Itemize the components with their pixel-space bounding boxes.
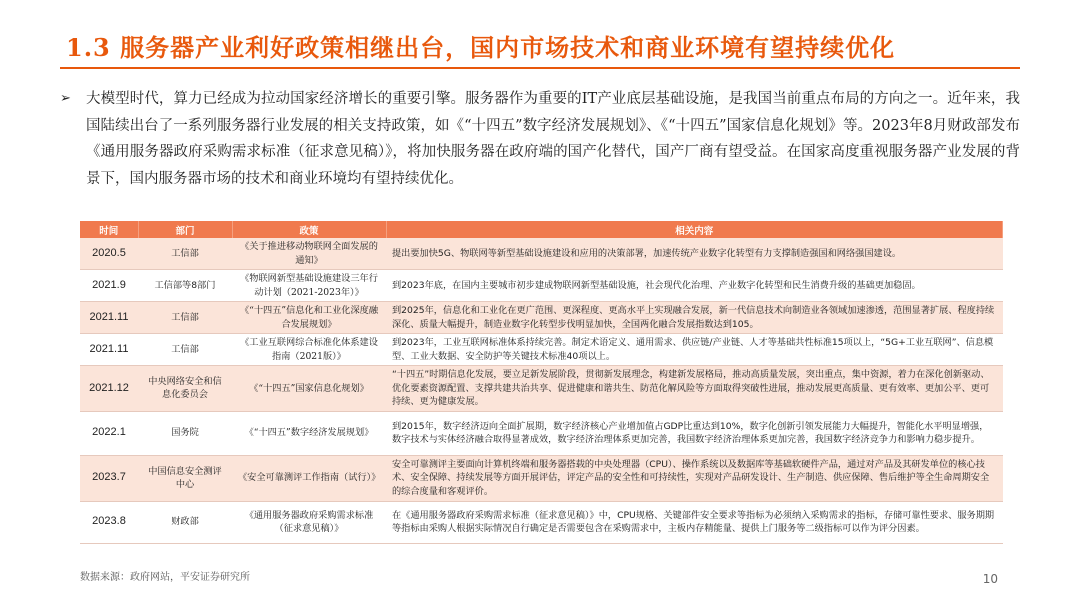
cell-time: 2023.8 [80, 501, 138, 543]
cell-content: 在《通用服务器政府采购需求标准（征求意见稿）》中，CPU规格、关键部件安全要求等指标为必须纳入采购需求的指标，存储可靠性要求、服务期期等指标由采购人根据实际情况自行确定是否需要包含在采购需求中，主板内存精能量、提供上门服务等二级指标可以作为评分因素。 [386, 501, 1003, 543]
intro-paragraph [60, 86, 1020, 220]
cell-dept: 工信部 [138, 334, 232, 366]
table-row [80, 270, 1003, 302]
cell-policy: 《“十四五”数字经济发展规划》 [232, 411, 386, 455]
cell-content: 安全可靠测评主要面向计算机终端和服务器搭载的中央处理器（CPU）、操作系统以及数据库等基础软硬件产品，通过对产品及其研发单位的核心技术、安全保障、持续发展等方面开展评估，评定产品的安全性和可持续性，实现对产品研发设计、生产制造、供应保障、售后维护等全生命周期安全的综合度量和客观评价。 [386, 455, 1003, 501]
table-row [80, 334, 1003, 366]
header-content: 相关内容 [386, 221, 1003, 238]
table-row [80, 501, 1003, 543]
header-dept: 部门 [138, 221, 232, 238]
table-row [80, 455, 1003, 501]
arrow-bullet-icon: ➢ [60, 91, 71, 106]
page-number: 10 [982, 572, 998, 586]
cell-content: 到2025年，信息化和工业化在更广范围、更深程度、更高水平上实现融合发展，新一代信息技术向制造业各领域加速渗透，范围显著扩展、程度持续深化、质量大幅提升，制造业数字化转型步伐明显加快，全国两化融合发展指数达到105。 [386, 302, 1003, 334]
intro-text: 大模型时代，算力已经成为拉动国家经济增长的重要引擎。服务器作为重要的IT产业底层基础设施，是我国当前重点布局的方向之一。近年来，我国陆续出台了一系列服务器行业发展的相关支持政策，如《“十四五”数字经济发展规划》、《“十四五”国家信息化规划》等。2023年8月财政部发布《通用服务器政府采购需求标准（征求意见稿）》，将加快服务器在政府端的国产化替代，国产厂商有望受益。在国家高度重视服务器产业发展的背景下，国内服务器市场的技术和商业环境均有望持续优化。 [86, 91, 1020, 187]
header-time: 时间 [80, 221, 138, 238]
cell-dept: 财政部 [138, 501, 232, 543]
cell-policy: 《“十四五”信息化和工业化深度融合发展规划》 [232, 302, 386, 334]
cell-content: 到2015年，数字经济迈向全面扩展期，数字经济核心产业增加值占GDP比重达到10%，数字化创新引领发展能力大幅提升，智能化水平明显增强，数字技术与实体经济融合取得显著成效，数字经济治理体系更加完善，我国数字经济治理体系更加完善，我国数字经济竞争力和影响力稳步提升。 [386, 411, 1003, 455]
cell-policy: 《通用服务器政府采购需求标准（征求意见稿）》 [232, 501, 386, 543]
cell-time: 2021.12 [80, 366, 138, 412]
cell-time: 2021.11 [80, 334, 138, 366]
cell-dept: 工信部 [138, 238, 232, 270]
table-row [80, 302, 1003, 334]
cell-policy: 《工业互联网综合标准化体系建设指南（2021版）》 [232, 334, 386, 366]
cell-policy: 《安全可靠测评工作指南（试行）》 [232, 455, 386, 501]
cell-time: 2021.11 [80, 302, 138, 334]
page-title: 1.3 服务器产业利好政策相继出台，国内市场技术和商业环境有望持续优化 [66, 33, 896, 62]
cell-policy: 《关于推进移动物联网全面发展的通知》 [232, 238, 386, 270]
cell-dept: 工信部等8部门 [138, 270, 232, 302]
cell-policy: 《“十四五”国家信息化规划》 [232, 366, 386, 412]
table-row [80, 366, 1003, 412]
source-note: 数据来源：政府网站，平安证券研究所 [80, 572, 250, 583]
cell-dept: 中央网络安全和信息化委员会 [138, 366, 232, 412]
cell-dept: 国务院 [138, 411, 232, 455]
cell-dept: 工信部 [138, 302, 232, 334]
cell-time: 2022.1 [80, 411, 138, 455]
cell-time: 2023.7 [80, 455, 138, 501]
cell-content: 提出要加快5G、物联网等新型基础设施建设和应用的决策部署，加速传统产业数字化转型有力支撑制造强国和网络强国建设。 [386, 238, 1003, 270]
cell-dept: 中国信息安全测评中心 [138, 455, 232, 501]
table-row [80, 238, 1003, 270]
cell-time: 2020.5 [80, 238, 138, 270]
cell-content: “十四五”时期信息化发展，要立足新发展阶段，贯彻新发展理念，构建新发展格局，推动高质量发展，突出重点，集中资源，着力在深化创新驱动、优化要素资源配置、支撑共建共治共享、促进健康和谐共生、防范化解风险等方面取得突破性进展，推动发展更高质量、更有效率、更加公平、更可持续、更为健康发展。 [386, 366, 1003, 412]
policy-table [80, 221, 1003, 544]
cell-content: 到2023年底，在国内主要城市初步建成物联网新型基础设施，社会现代化治理、产业数字化转型和民生消费升级的基础更加稳固。 [386, 270, 1003, 302]
title-underline [60, 67, 1020, 69]
cell-content: 到2023年，工业互联网标准体系持续完善。制定术语定义、通用需求、供应链/产业链、人才等基础共性标准15项以上，“5G+工业互联网”、信息模型、工业大数据、安全防护等关键技术标准40项以上。 [386, 334, 1003, 366]
header-policy: 政策 [232, 221, 386, 238]
cell-time: 2021.9 [80, 270, 138, 302]
cell-policy: 《物联网新型基础设施建设三年行动计划（2021-2023年）》 [232, 270, 386, 302]
table-row [80, 411, 1003, 455]
table-header-row [80, 221, 1003, 238]
